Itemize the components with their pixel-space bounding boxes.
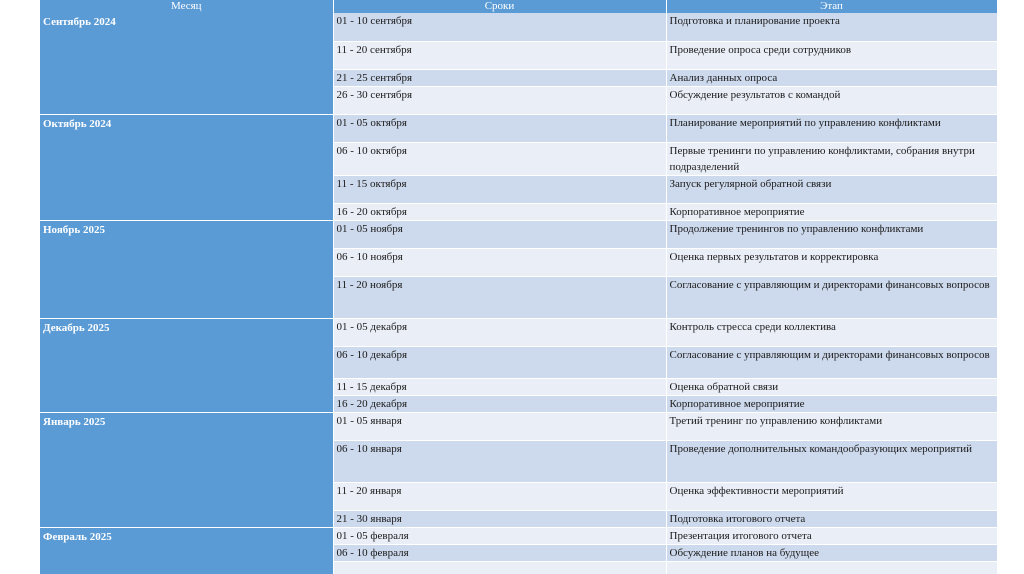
stage-cell: Анализ данных опроса bbox=[666, 69, 997, 86]
stage-cell: Планирование мероприятий по управлению конфликтами bbox=[666, 114, 997, 142]
period-cell: 21 - 30 января bbox=[333, 510, 666, 527]
stage-cell: Обсуждение планов на будущее bbox=[666, 544, 997, 561]
month-cell: Декабрь 2025 bbox=[40, 318, 333, 412]
stage-cell: Подготовка итогового отчета bbox=[666, 510, 997, 527]
stage-cell: Первые тренинги по управлению конфликтами, собрания внутри подразделений bbox=[666, 142, 997, 175]
stage-cell: Продолжение тренингов по управлению конфликтами bbox=[666, 220, 997, 248]
period-cell: 16 - 20 октября bbox=[333, 203, 666, 220]
stage-cell: Проведение опроса среди сотрудников bbox=[666, 41, 997, 69]
table-row bbox=[40, 527, 997, 544]
header-period: Сроки bbox=[333, 0, 666, 13]
stage-cell: Презентация итогового отчета bbox=[666, 527, 997, 544]
month-cell: Январь 2025 bbox=[40, 412, 333, 527]
schedule-table bbox=[40, 0, 997, 574]
period-cell: 21 - 25 сентября bbox=[333, 69, 666, 86]
month-cell: Ноябрь 2025 bbox=[40, 220, 333, 318]
period-cell: 06 - 10 февраля bbox=[333, 544, 666, 561]
stage-cell: Согласование с управляющим и директорами финансовых вопросов bbox=[666, 276, 997, 318]
stage-cell: Запуск регулярной обратной связи bbox=[666, 175, 997, 203]
stage-cell bbox=[666, 561, 997, 574]
table-row bbox=[40, 13, 997, 41]
header-month: Месяц bbox=[40, 0, 333, 13]
period-cell: 01 - 05 декабря bbox=[333, 318, 666, 346]
month-cell: Февраль 2025 bbox=[40, 527, 333, 574]
period-cell: 06 - 10 декабря bbox=[333, 346, 666, 378]
period-cell: 06 - 10 октября bbox=[333, 142, 666, 175]
period-cell: 01 - 10 сентября bbox=[333, 13, 666, 41]
stage-cell: Оценка первых результатов и корректировка bbox=[666, 248, 997, 276]
period-cell: 11 - 15 декабря bbox=[333, 378, 666, 395]
schedule-table-container bbox=[40, 0, 997, 574]
table-body bbox=[40, 13, 997, 574]
period-cell: 01 - 05 февраля bbox=[333, 527, 666, 544]
stage-cell: Контроль стресса среди коллектива bbox=[666, 318, 997, 346]
stage-cell: Корпоративное мероприятие bbox=[666, 395, 997, 412]
stage-cell: Подготовка и планирование проекта bbox=[666, 13, 997, 41]
period-cell: 01 - 05 октября bbox=[333, 114, 666, 142]
period-cell: 06 - 10 января bbox=[333, 440, 666, 482]
table-row bbox=[40, 220, 997, 248]
period-cell: 11 - 20 января bbox=[333, 482, 666, 510]
stage-cell: Корпоративное мероприятие bbox=[666, 203, 997, 220]
table-row bbox=[40, 114, 997, 142]
stage-cell: Согласование с управляющим и директорами финансовых вопросов bbox=[666, 346, 997, 378]
month-cell: Октябрь 2024 bbox=[40, 114, 333, 220]
period-cell: 01 - 05 января bbox=[333, 412, 666, 440]
table-header-row bbox=[40, 0, 997, 13]
stage-cell: Оценка обратной связи bbox=[666, 378, 997, 395]
period-cell bbox=[333, 561, 666, 574]
header-stage: Этап bbox=[666, 0, 997, 13]
period-cell: 26 - 30 сентября bbox=[333, 86, 666, 114]
table-row bbox=[40, 412, 997, 440]
period-cell: 01 - 05 ноября bbox=[333, 220, 666, 248]
period-cell: 06 - 10 ноября bbox=[333, 248, 666, 276]
period-cell: 11 - 20 сентября bbox=[333, 41, 666, 69]
stage-cell: Обсуждение результатов с командой bbox=[666, 86, 997, 114]
table-row bbox=[40, 318, 997, 346]
month-cell: Сентябрь 2024 bbox=[40, 13, 333, 114]
stage-cell: Оценка эффективности мероприятий bbox=[666, 482, 997, 510]
period-cell: 11 - 15 октября bbox=[333, 175, 666, 203]
period-cell: 16 - 20 декабря bbox=[333, 395, 666, 412]
period-cell: 11 - 20 ноября bbox=[333, 276, 666, 318]
stage-cell: Третий тренинг по управлению конфликтами bbox=[666, 412, 997, 440]
stage-cell: Проведение дополнительных командообразующих мероприятий bbox=[666, 440, 997, 482]
